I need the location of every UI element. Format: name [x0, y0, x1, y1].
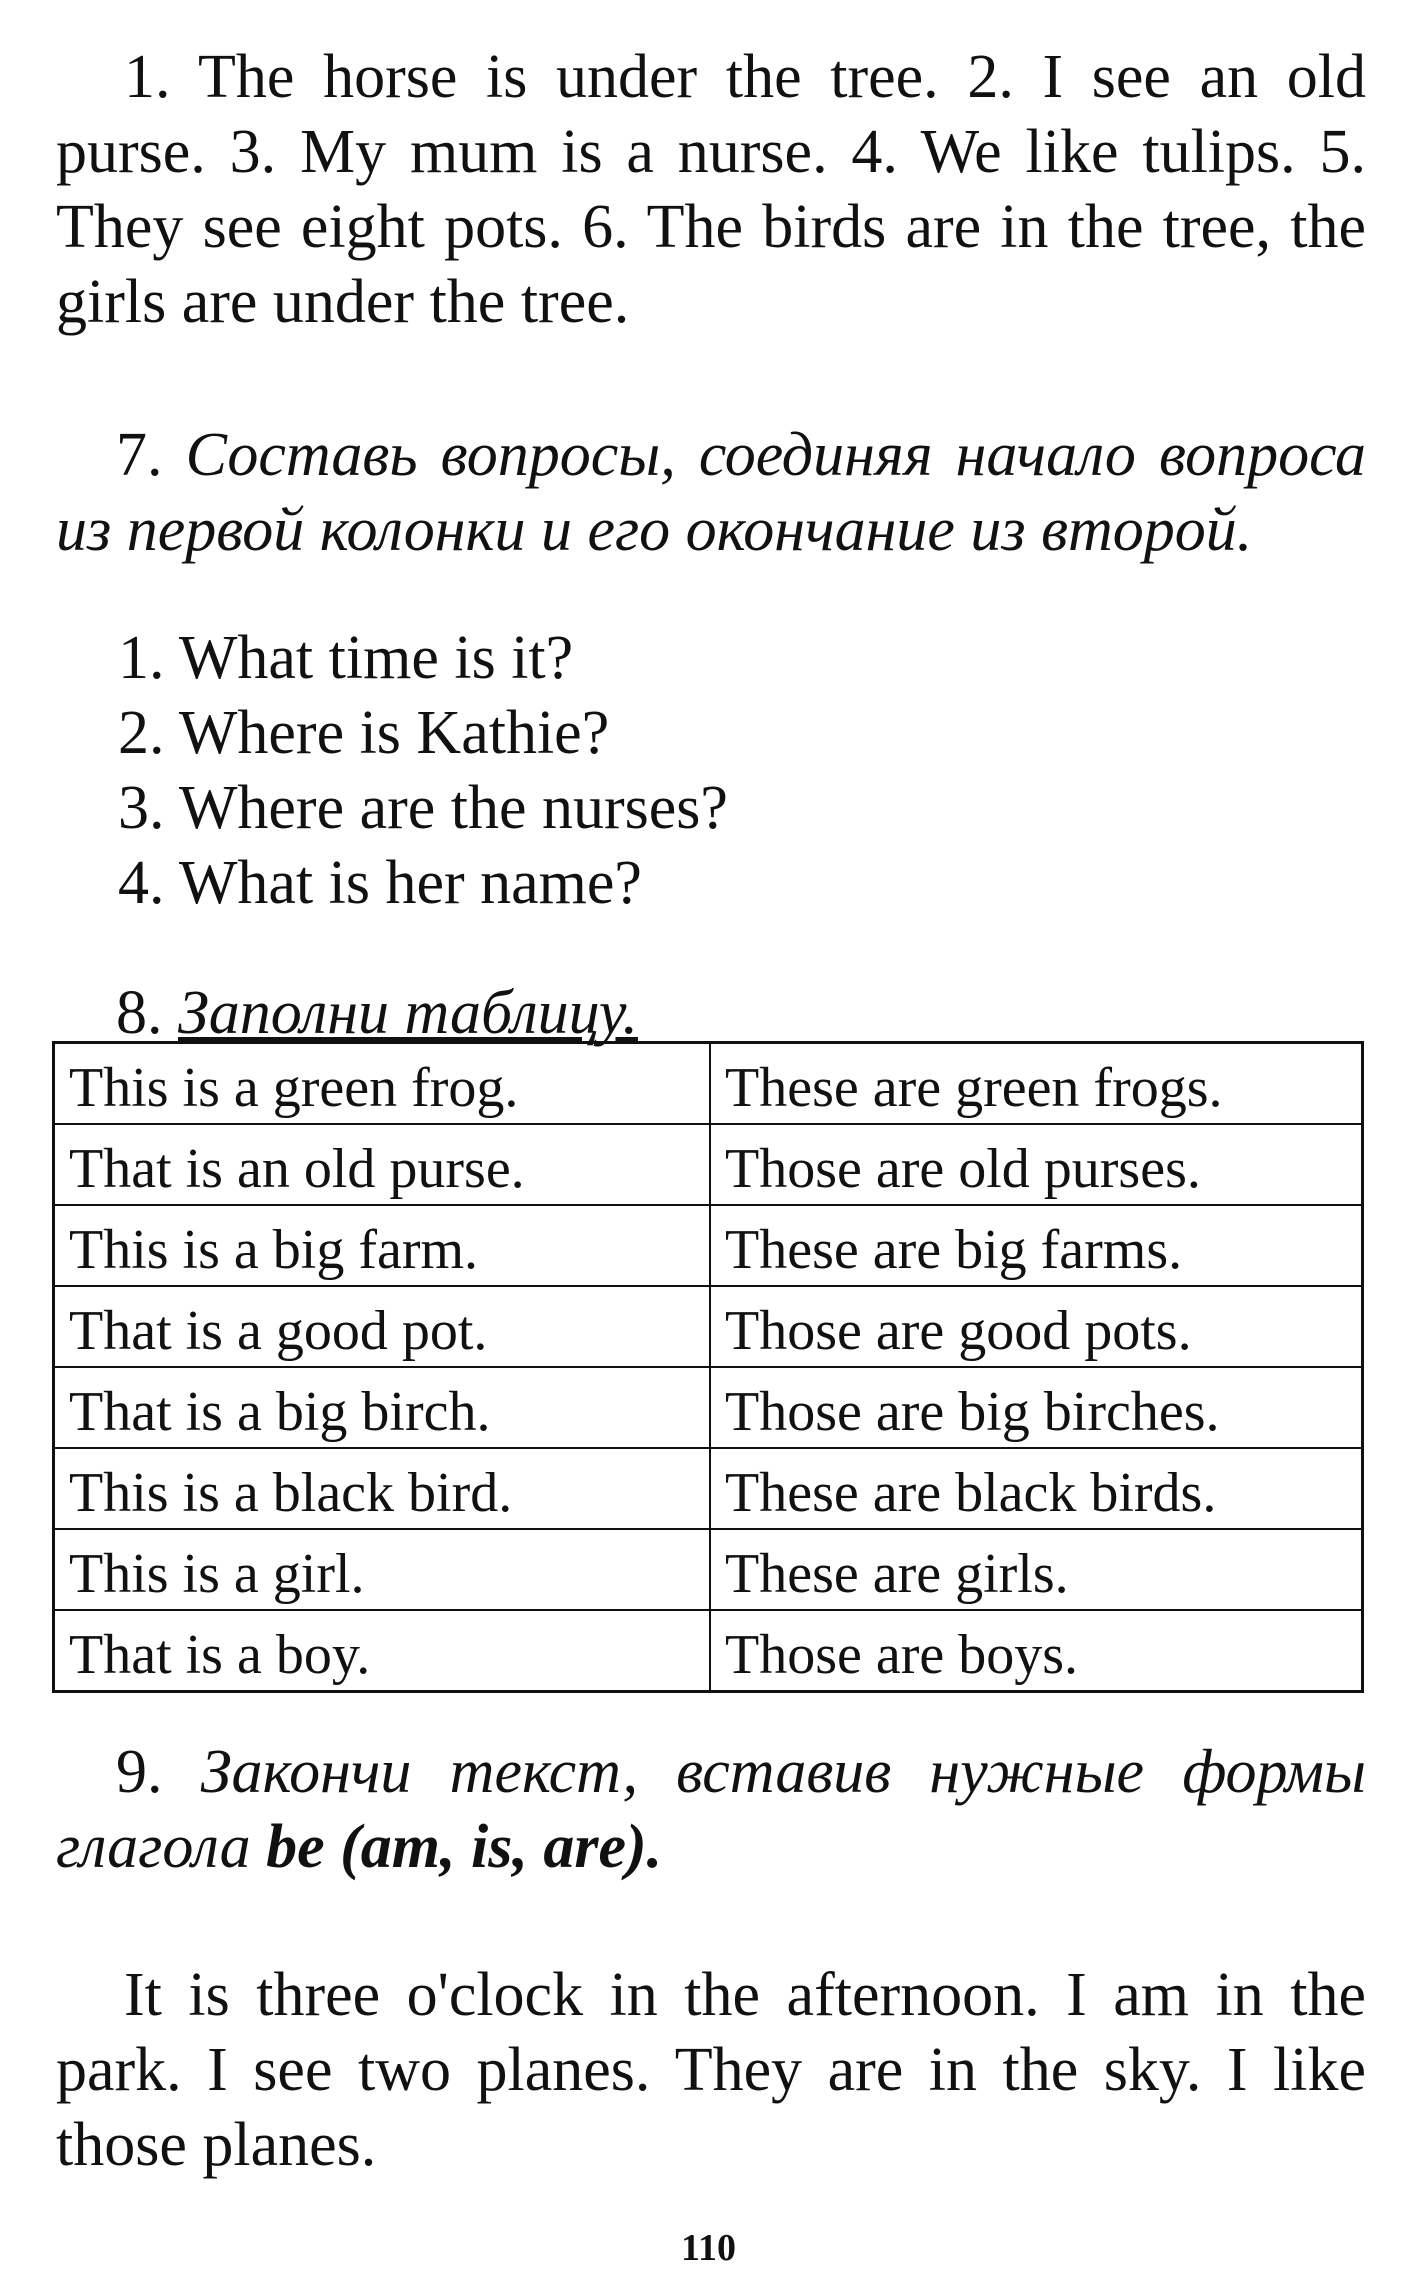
task-9-instruction: Закончи текст, вставив нужные формы глагола	[56, 1738, 1366, 1881]
table-cell-singular: This is a black bird.	[54, 1448, 711, 1529]
table-row	[54, 1286, 1363, 1367]
table-cell-plural: Those are old purses.	[710, 1124, 1363, 1205]
table-cell-plural: Those are good pots.	[710, 1286, 1363, 1367]
question-item: 4. What is her name?	[118, 849, 642, 917]
question-item: 3. Where are the nurses?	[118, 774, 728, 842]
table-row	[54, 1529, 1363, 1610]
table-cell-plural: These are black birds.	[710, 1448, 1363, 1529]
task-7-number: 7.	[116, 421, 163, 489]
table-row	[54, 1367, 1363, 1448]
table-row	[54, 1043, 1363, 1125]
table-row	[54, 1124, 1363, 1205]
table-cell-plural: Those are big birches.	[710, 1367, 1363, 1448]
task-9-verb: be (am, is, are).	[266, 1813, 663, 1881]
table-cell-singular: That is an old purse.	[54, 1124, 711, 1205]
task-7-heading	[56, 418, 1366, 568]
question-item: 2. Where is Kathie?	[118, 699, 610, 767]
task-8-instruction: Заполни таблицу.	[178, 979, 638, 1047]
table-row	[54, 1610, 1363, 1692]
questions-list	[118, 621, 728, 921]
table-row	[54, 1205, 1363, 1286]
task-7-instruction: Составь вопросы, соединяя начало вопроса из первой колонки и его окончание из второй.	[56, 421, 1367, 564]
table-cell-singular: This is a big farm.	[54, 1205, 711, 1286]
table-cell-plural: These are green frogs.	[710, 1043, 1363, 1125]
page-number: 110	[681, 2227, 736, 2269]
exercise-9-text: It is three o'clock in the afternoon. I am in the park. I see two planes. They are in the sky. I like those planes.	[56, 1961, 1366, 2179]
table-cell-singular: That is a big birch.	[54, 1367, 711, 1448]
exercise-6-answers: 1. The horse is under the tree. 2. I see an old purse. 3. My mum is a nurse. 4. We like tulips. 5. They see eight pots. 6. The birds are in the tree, the girls are under the tree.	[56, 43, 1366, 336]
table-cell-plural: These are girls.	[710, 1529, 1363, 1610]
table-cell-plural: These are big farms.	[710, 1205, 1363, 1286]
question-item: 1. What time is it?	[118, 624, 574, 692]
task-9-number: 9.	[116, 1738, 163, 1806]
task-8-heading	[116, 976, 638, 1051]
singular-plural-table	[52, 1041, 1364, 1693]
table-cell-plural: Those are boys.	[710, 1610, 1363, 1692]
table-row	[54, 1448, 1363, 1529]
table-cell-singular: This is a girl.	[54, 1529, 711, 1610]
task-9-heading	[56, 1735, 1366, 1885]
table-cell-singular: That is a boy.	[54, 1610, 711, 1692]
task-8-number: 8.	[116, 979, 163, 1047]
table-cell-singular: That is a good pot.	[54, 1286, 711, 1367]
table-cell-singular: This is a green frog.	[54, 1043, 711, 1125]
